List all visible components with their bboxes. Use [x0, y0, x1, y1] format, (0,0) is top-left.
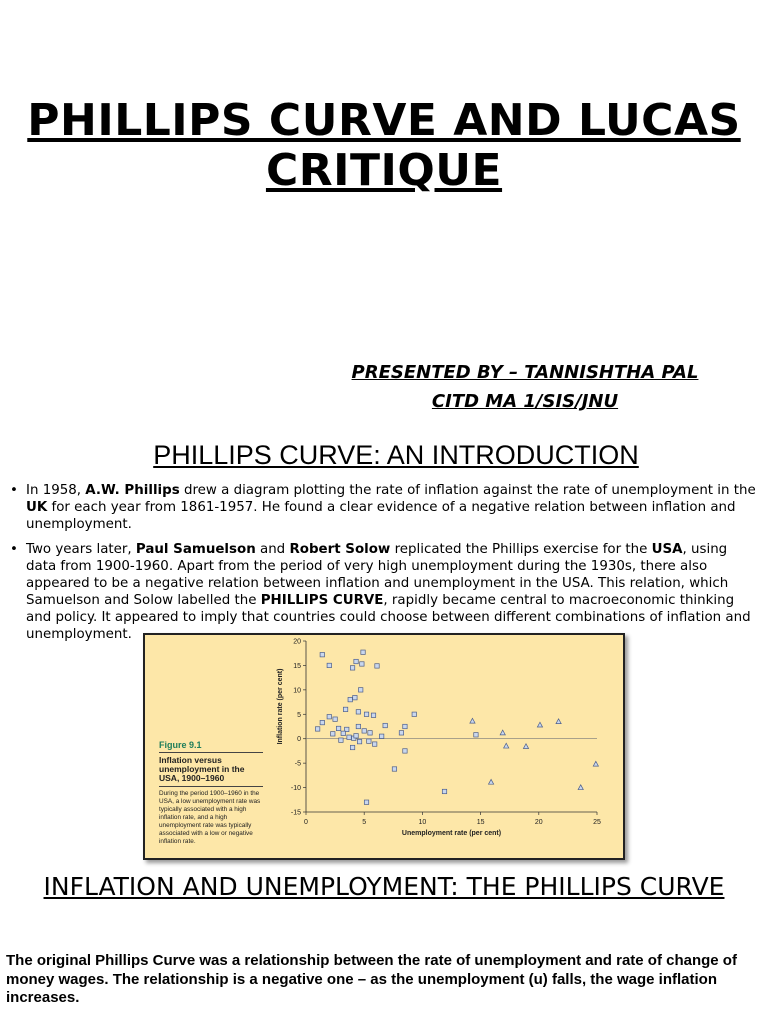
bullet-emphasis: Robert Solow: [289, 542, 391, 557]
data-point-square: [371, 713, 375, 717]
data-point-square: [341, 731, 345, 735]
bullet-text: replicated the Phillips exercise for the: [390, 542, 652, 557]
bullet-emphasis: UK: [26, 500, 48, 515]
x-tick-label: 25: [593, 819, 601, 826]
data-point-square: [327, 715, 331, 719]
data-point-triangle: [504, 743, 509, 748]
data-point-triangle: [500, 730, 505, 735]
data-point-square: [442, 789, 446, 793]
bullet-text: for each year from 1861-1957. He found a clear evidence of a negative relation between inflation and unemployment.: [26, 500, 736, 532]
figure-title: Inflation versus unemployment in the USA, 1900–1960: [159, 756, 263, 787]
data-point-square: [359, 688, 363, 692]
scatter-chart: [145, 635, 623, 858]
data-point-square: [368, 731, 372, 735]
data-point-triangle: [556, 719, 561, 724]
data-point-square: [354, 734, 358, 738]
data-point-square: [367, 739, 371, 743]
data-point-square: [364, 712, 368, 716]
y-tick-label: 10: [293, 687, 301, 695]
data-point-square: [399, 731, 403, 735]
y-tick-label: 5: [297, 711, 301, 719]
data-point-square: [347, 735, 351, 739]
bullet-emphasis: PHILLIPS CURVE: [260, 593, 384, 608]
section-heading-phillips-curve: INFLATION AND UNEMPLOYMENT: THE PHILLIPS CURVE: [43, 872, 725, 901]
bullet-emphasis: A.W. Phillips: [85, 483, 180, 498]
data-point-square: [360, 662, 364, 666]
data-point-square: [350, 745, 354, 749]
data-point-square: [403, 749, 407, 753]
y-tick-label: 0: [297, 736, 301, 744]
data-point-square: [339, 738, 343, 742]
data-point-square: [379, 734, 383, 738]
data-point-square: [364, 800, 368, 804]
data-point-square: [353, 695, 357, 699]
x-tick-label: 10: [418, 819, 427, 826]
y-tick-label: -10: [290, 785, 301, 793]
page-title: PHILLIPS CURVE AND LUCAS CRITIQUE: [27, 95, 741, 196]
data-point-square: [362, 729, 366, 733]
data-point-square: [383, 723, 387, 727]
bullet-text: Two years later,: [26, 542, 136, 557]
data-point-square: [315, 727, 319, 731]
y-tick-label: -5: [294, 760, 301, 768]
x-tick-label: 5: [362, 819, 367, 826]
data-point-square: [412, 712, 416, 716]
bullet-emphasis: USA: [651, 542, 683, 557]
data-point-square: [356, 710, 360, 714]
bullet-text: , using data from 1900-1960. Apart from the period of very high unemployment during the 1930s, there also appeared to be a negative relation between inflation and unemployment in the USA. This relation, which Samuelson and Solow labelled the: [26, 542, 729, 608]
data-point-square: [333, 717, 337, 721]
y-tick-label: 15: [293, 662, 301, 670]
x-tick-label: 15: [476, 819, 485, 826]
data-point-square: [331, 732, 335, 736]
body-paragraph: The original Phillips Curve was a relationship between the rate of unemployment and rate of change of money wages. The relationship is a negative one – as the unemployment (u) falls, the wage inflation increases.: [6, 952, 737, 1006]
y-axis-label: Inflation rate (per cent): [277, 668, 284, 745]
x-tick-label: 20: [534, 819, 543, 826]
data-point-square: [336, 726, 340, 730]
bullet-text: In 1958,: [26, 483, 86, 498]
data-point-square: [474, 733, 478, 737]
data-point-triangle: [578, 785, 583, 790]
data-point-square: [357, 739, 361, 743]
presenter-affiliation: CITD MA 1/SIS/JNU: [431, 391, 619, 412]
figure-number: Figure 9.1: [159, 741, 263, 753]
data-point-square: [356, 724, 360, 728]
data-point-square: [375, 664, 379, 668]
data-point-square: [350, 666, 354, 670]
bullet-emphasis: Paul Samuelson: [135, 542, 256, 557]
data-point-square: [372, 742, 376, 746]
bullet-item: [10, 541, 760, 643]
data-point-triangle: [523, 744, 528, 749]
data-point-square: [354, 659, 358, 663]
data-point-square: [361, 650, 365, 654]
bullet-item: [10, 482, 760, 533]
data-point-triangle: [537, 722, 542, 727]
bullet-text: drew a diagram plotting the rate of inflation against the rate of unemployment in the: [179, 483, 756, 498]
section-heading-introduction: PHILLIPS CURVE: AN INTRODUCTION: [153, 440, 639, 470]
data-point-triangle: [593, 761, 598, 766]
figure-panel: [143, 633, 625, 860]
x-axis-label: Unemployment rate (per cent): [401, 830, 502, 837]
presenter-name: PRESENTED BY – TANNISHTHA PAL: [351, 362, 699, 383]
data-point-triangle: [470, 718, 475, 723]
x-tick-label: 0: [304, 819, 308, 826]
data-point-triangle: [488, 779, 493, 784]
y-tick-label: -15: [290, 809, 301, 817]
data-point-square: [327, 663, 331, 667]
y-tick-label: 20: [293, 638, 301, 646]
presenter-block: [315, 358, 735, 416]
data-point-square: [403, 724, 407, 728]
data-point-square: [392, 767, 396, 771]
data-point-square: [320, 720, 324, 724]
data-point-square: [343, 707, 347, 711]
data-point-square: [320, 652, 324, 656]
bullet-text: and: [255, 542, 290, 557]
data-point-square: [348, 697, 352, 701]
figure-caption: During the period 1900–1960 in the USA, a low unemployment rate was typically associated with a high inflation rate, and a high unemployment rate was typically associated with a low or negative inflation rate.: [159, 790, 261, 845]
bullet-text: , rapidly became central to macroeconomic thinking and policy. It appeared to imply that countries could choose between different combinations of inflation and unemployment.: [26, 593, 751, 642]
intro-bullet-list: [10, 482, 760, 651]
